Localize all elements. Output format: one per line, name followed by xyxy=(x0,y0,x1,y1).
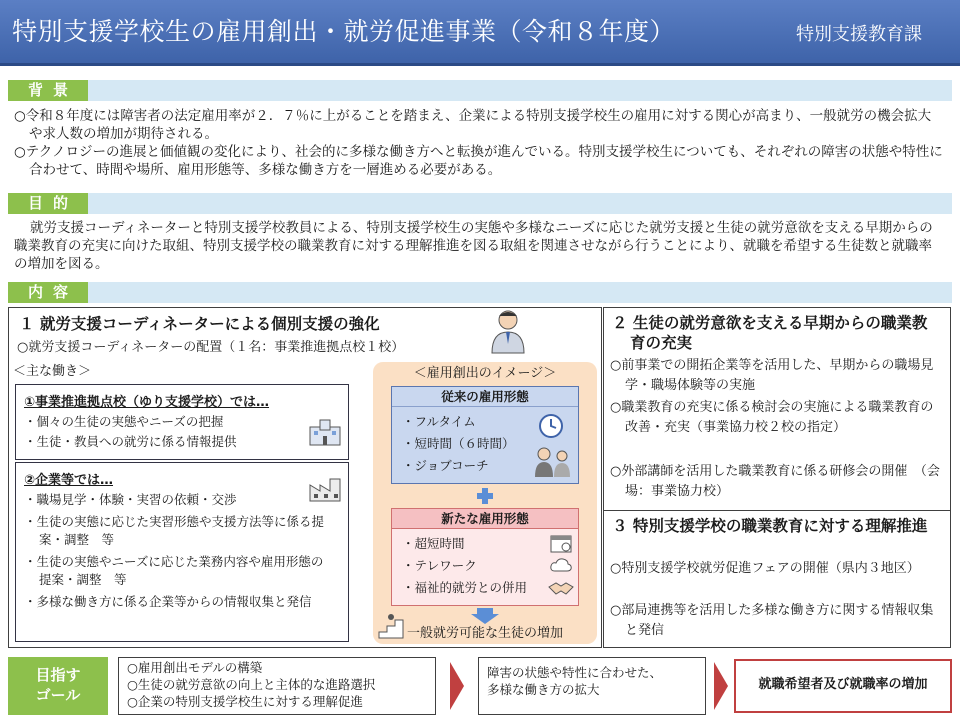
company-box xyxy=(15,462,349,642)
company-heading: ②企業等では… xyxy=(24,473,114,488)
company-item-4: ・多様な働き方に係る企業等からの情報収集と発信 xyxy=(24,594,312,609)
section-2-item-2: ○職業教育の充実に係る検討会の実施による職業教育の改善・充実（事業協力校２校の指定） xyxy=(610,400,934,435)
clock-icon xyxy=(538,413,564,439)
calendar-icon xyxy=(550,533,572,553)
background-line-1: ○令和８年度には障害者の法定雇用率が２．７％に上がることを踏まえ、企業による特別支援学校生の雇用に対する関心が高まり、一般就労の機会拡大や求人数の増加が期待される。 xyxy=(14,108,932,142)
conventional-title: 従来の雇用形態 xyxy=(392,387,578,407)
purpose-label: 目的 xyxy=(8,193,88,214)
purpose-section-bar xyxy=(8,193,952,214)
title-banner xyxy=(0,0,960,66)
page-title: 特別支援学校生の雇用創出・就労促進事業（令和８年度） xyxy=(12,17,676,46)
goal-box-1 xyxy=(118,657,436,715)
company-item-3: ・生徒の実態やニーズに応じた業務内容や雇用形態の提案・調整 等 xyxy=(24,554,324,587)
goal-box-2-line-1: 障害の状態や特性に合わせた、 xyxy=(487,665,663,680)
section-2-heading: ２ 生徒の就労意欲を支える早期からの職業教育の充実 xyxy=(612,314,928,352)
new-employment-item-2: ・テレワーク xyxy=(402,558,477,573)
company-item-2: ・生徒の実態に応じた実習形態や支援方法等に係る提案・調整 等 xyxy=(24,514,325,547)
section-3-item-2: ○部局連携等を活用した多様な働き方に関する情報収集と発信 xyxy=(610,603,934,638)
purpose-text: 就労支援コーディネーターと特別支援学校教員による、特別支援学校生の実態や多様なニーズに応じた就労支援と生徒の就労意欲を支える早期からの職業教育の充実に向けた取組、特別支援学校の職業教育に対する理解推進を図る取組を関連させながら行うことにより、就職を希望する生徒数と就職率の増加を図る。 xyxy=(14,220,933,272)
section-2-item-1: ○前事業での開拓企業等を活用した、早期からの職場見学・職場体験等の実施 xyxy=(610,358,934,393)
new-employment-item-1: ・超短時間 xyxy=(402,536,465,551)
goal-arrow-2 xyxy=(714,662,728,710)
conventional-employment-box xyxy=(391,386,579,484)
goal-box-1-line-3: ○企業の特別支援学校生に対する理解促進 xyxy=(127,694,363,709)
new-employment-box xyxy=(391,508,579,606)
conventional-item-1: ・フルタイム xyxy=(402,414,476,429)
goal-box-1-line-2: ○生徒の就労意欲の向上と主体的な進路選択 xyxy=(127,677,376,692)
climbing-steps-icon xyxy=(377,612,407,640)
goal-arrow-1 xyxy=(450,662,464,710)
factory-icon xyxy=(308,473,344,503)
handshake-icon xyxy=(548,579,574,597)
cloud-icon xyxy=(550,557,572,573)
section-1-main-work: ＜主な働き＞ xyxy=(13,364,92,379)
goal-label xyxy=(8,657,108,715)
new-employment-title: 新たな雇用形態 xyxy=(392,509,578,529)
background-label: 背景 xyxy=(8,80,88,101)
background-line-2: ○テクノロジーの進展と価値観の変化により、社会的に多様な働き方へと転換が進んでいる。特別支援学校生についても、それぞれの障害の状態や特性に合わせて、時間や場所、雇用形態等、多様な働き方を一層進める必要がある。 xyxy=(14,144,943,178)
company-item-1: ・職場見学・体験・実習の依頼・交渉 xyxy=(24,492,237,507)
school-building-icon xyxy=(308,417,342,447)
hub-school-item-1: ・個々の生徒の実態やニーズの把握 xyxy=(24,414,224,429)
goal-box-2 xyxy=(478,657,706,715)
goal-box-1-line-1: ○雇用創出モデルの構築 xyxy=(127,660,263,675)
section-1-box xyxy=(8,307,602,648)
staff-person-icon xyxy=(487,308,529,354)
background-text xyxy=(14,107,944,179)
conventional-item-2: ・短時間（６時間） xyxy=(402,436,515,451)
section-3-item-1: ○特別支援学校就労促進フェアの開催（県内３地区） xyxy=(610,561,920,576)
content-label: 内容 xyxy=(8,282,88,303)
section-1-heading: １ 就労支援コーディネーターによる個別支援の強化 xyxy=(19,315,380,333)
image-result: 一般就労可能な生徒の増加 xyxy=(407,626,564,641)
background-section-bar xyxy=(8,80,952,101)
section-2-box xyxy=(603,307,951,511)
new-employment-item-3: ・福祉的就労との併用 xyxy=(402,580,528,595)
hub-school-heading: ①事業推進拠点校（ゆり支援学校）では… xyxy=(24,395,270,410)
hub-school-item-2: ・生徒・教員への就労に係る情報提供 xyxy=(24,434,237,449)
section-1-placement: ○就労支援コーディネーターの配置（１名：事業推進拠点校１校） xyxy=(17,340,405,355)
conventional-item-3: ・ジョブコーチ xyxy=(402,458,489,473)
down-arrow-icon xyxy=(471,608,499,624)
section-3-heading: ３ 特別支援学校の職業教育に対する理解推進 xyxy=(612,517,928,535)
content-section-bar xyxy=(8,282,952,303)
hub-school-box xyxy=(15,384,349,460)
employment-image-panel xyxy=(373,362,597,644)
department-name: 特別支援教育課 xyxy=(796,24,922,45)
goal-label-line-2: ゴール xyxy=(35,686,81,704)
goal-final-box: 就職希望者及び就職率の増加 xyxy=(734,659,952,713)
section-2-item-3: ○外部講師を活用した職業教育に係る研修会の開催 （会場：事業協力校） xyxy=(610,464,940,499)
goal-box-2-line-2: 多様な働き方の拡大 xyxy=(487,682,600,697)
image-caption: ＜雇用創出のイメージ＞ xyxy=(413,366,557,381)
section-3-box xyxy=(603,510,951,648)
plus-icon xyxy=(477,488,493,504)
job-coach-icon xyxy=(532,445,574,479)
goal-label-line-1: 目指す xyxy=(35,666,81,684)
